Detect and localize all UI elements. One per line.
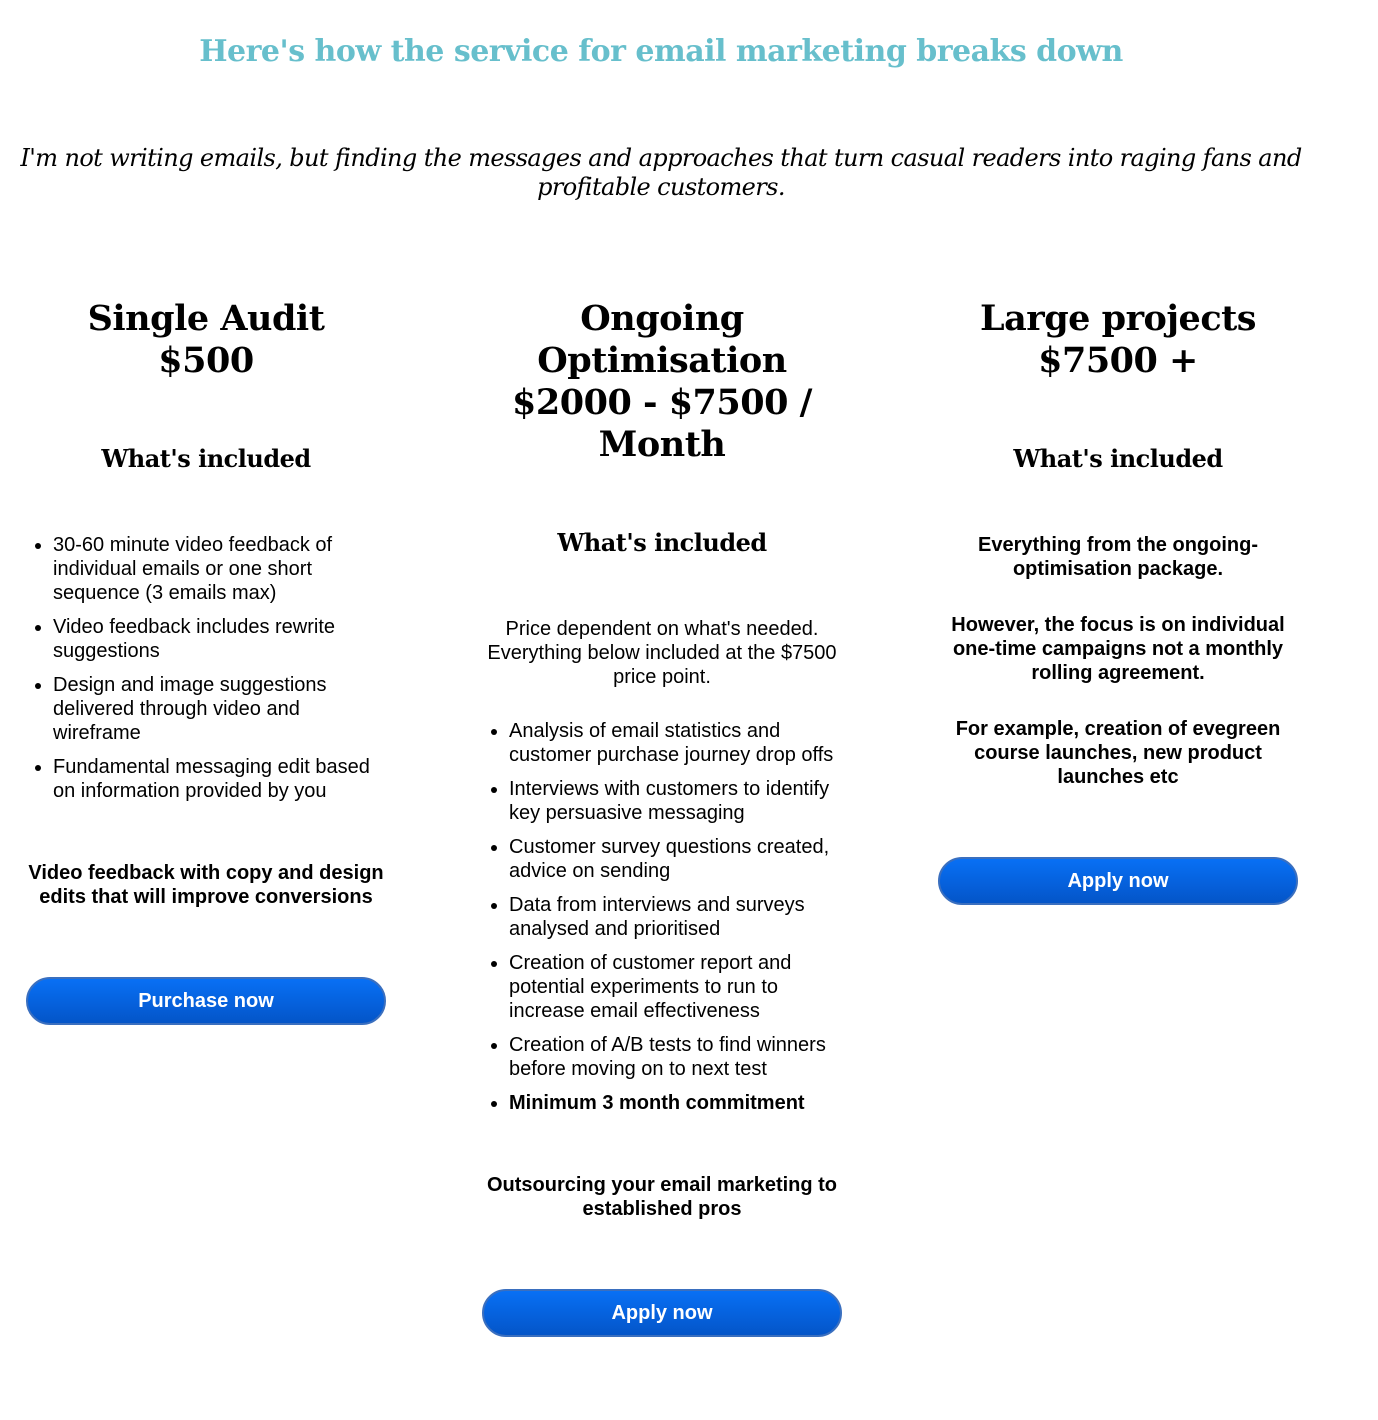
- included-heading: What's included: [557, 528, 767, 557]
- plan-name: Single Audit: [87, 298, 325, 339]
- list-item: • Video feedback includes rewrite suggestions: [53, 615, 386, 663]
- page-subtitle: I'm not writing emails, but finding the messages and approaches that turn casual readers into raging fans and profitable customers.: [20, 144, 1302, 201]
- feature-list: [26, 533, 386, 803]
- plan-ongoing-optimisation: [482, 298, 842, 1337]
- list-item: • Interviews with customers to identify key persuasive messaging: [509, 777, 842, 825]
- plan-intro: Price dependent on what's needed. Everything below included at the $7500 price point.: [487, 618, 837, 688]
- list-item: • Customer survey questions created, advice on sending: [509, 835, 842, 883]
- plan-paragraph: However, the focus is on individual one-time campaigns not a monthly rolling agreement.: [951, 614, 1285, 684]
- plan-price: $2000 - $7500 / Month: [512, 382, 812, 465]
- plan-summary: Outsourcing your email marketing to established pros: [486, 1174, 838, 1220]
- feature-list: [482, 719, 842, 1115]
- plan-single-audit: [26, 298, 386, 1025]
- plan-name: Ongoing Optimisation: [537, 298, 787, 381]
- list-item: • Design and image suggestions delivered through video and wireframe: [53, 673, 386, 745]
- list-item: • Fundamental messaging edit based on information provided by you: [53, 755, 386, 803]
- plan-paragraph: Everything from the ongoing-optimisation package.: [978, 534, 1258, 580]
- plan-name: Large projects: [979, 298, 1257, 339]
- plan-price: $500: [158, 340, 254, 381]
- included-heading: What's included: [101, 444, 311, 473]
- list-item: • Creation of customer report and potential experiments to run to increase email effectiveness: [509, 951, 842, 1023]
- page-title: Here's how the service for email marketing breaks down: [199, 34, 1123, 69]
- plan-paragraph: For example, creation of evegreen course launches, new product launches etc: [955, 718, 1281, 788]
- plan-price: $7500 +: [1038, 340, 1198, 381]
- list-item: • Data from interviews and surveys analysed and prioritised: [509, 893, 842, 941]
- apply-now-button[interactable]: Apply now: [938, 857, 1298, 905]
- apply-now-button[interactable]: Apply now: [482, 1289, 842, 1337]
- plan-large-projects: [938, 298, 1298, 905]
- plan-summary: Video feedback with copy and design edits that will improve conversions: [28, 862, 384, 908]
- list-item: • Minimum 3 month commitment: [509, 1091, 842, 1115]
- list-item: • Creation of A/B tests to find winners before moving on to next test: [509, 1033, 842, 1081]
- list-item: • 30-60 minute video feedback of individual emails or one short sequence (3 emails max): [53, 533, 386, 605]
- list-item: • Analysis of email statistics and customer purchase journey drop offs: [509, 719, 842, 767]
- included-heading: What's included: [1013, 444, 1223, 473]
- purchase-now-button[interactable]: Purchase now: [26, 977, 386, 1025]
